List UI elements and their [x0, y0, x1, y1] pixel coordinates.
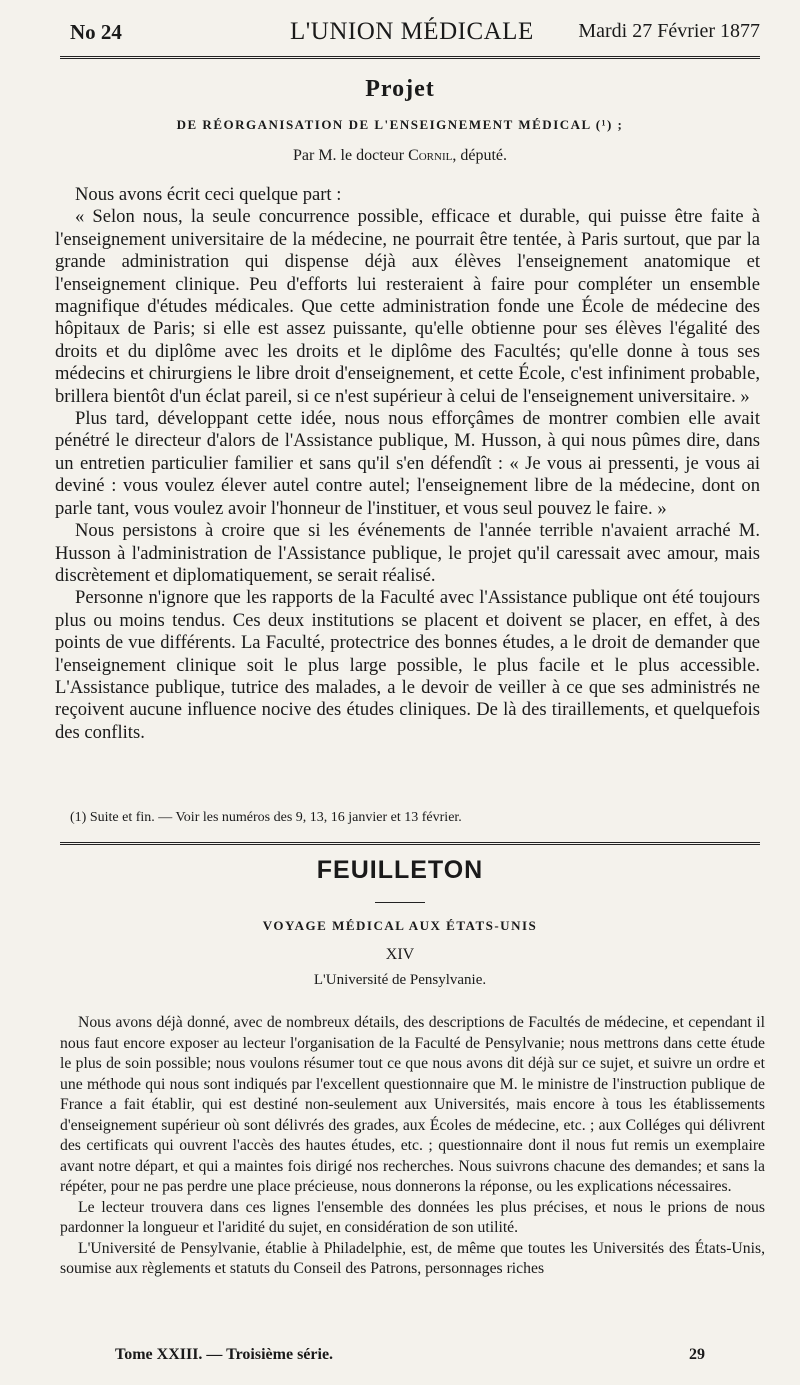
issue-date: Mardi 27 Février 1877	[578, 20, 760, 42]
article-paragraph: « Selon nous, la seule concurrence possible, efficace et durable, qui puisse être faite à l'enseignement universitaire de la médecine, ne pourrait être tentée, à Paris surtout, que par la grande administration qui dispense déjà aux élèves l'enseignement anatomique et l'enseignement clinique. Peu d'efforts lui resteraient à faire pour compléter un ensemble magnifique d'études médicales. Que cette administration fonde une École de médecine des hôpitaux de Paris; si elle est assez puissante, qu'elle obtienne pour ses élèves l'égalité des droits et du diplôme avec les droits et le diplôme des Facultés; qu'elle donne à tous ses médecins et chirurgiens le libre droit d'enseignement, et cette École, c'est infiniment probable, brillera bientôt d'un éclat pareil, si ce n'est supérieur à celui de l'enseignement universitaire. »	[55, 206, 760, 407]
feuilleton-heading: FEUILLETON	[316, 856, 484, 884]
tome-label: Tome XXIII. — Troisième série.	[115, 1346, 334, 1363]
byline-prefix: Par M. le docteur	[292, 147, 405, 164]
issue-number: No 24	[70, 20, 122, 44]
feuilleton-body	[60, 1013, 765, 1280]
article-title: Projet	[365, 76, 435, 102]
article-paragraph: Nous avons écrit ceci quelque part :	[75, 184, 342, 205]
page-footer	[115, 1346, 705, 1364]
article-byline	[0, 147, 800, 165]
article-body	[55, 184, 760, 744]
article-paragraph: Personne n'ignore que les rapports de la Faculté avec l'Assistance publique ont été toujours plus ou moins tendus. Ces deux institutions se placent et doivent se placer, en effet, à des points de vue différents. La Faculté, protectrice des bonnes études, a le droit de demander que l'enseignement clinique soit le plus large possible, le plus facile et le plus accessible. L'Assistance publique, tutrice des malades, a le devoir de veiller à ce que ses administrés ne reçoivent aucune influence nocive des études cliniques. De là des tiraillements, et quelquefois des conflits.	[55, 587, 760, 743]
masthead-rule	[60, 56, 760, 59]
article-subtitle: DE RÉORGANISATION DE L'ENSEIGNEMENT MÉDICAL (¹) ;	[176, 117, 624, 132]
masthead	[60, 16, 760, 48]
journal-title: L'UNION MÉDICALE	[290, 18, 534, 45]
page-number: 29	[689, 1346, 705, 1363]
feuilleton-series-title: VOYAGE MÉDICAL AUX ÉTATS-UNIS	[262, 918, 538, 933]
article-paragraph: Nous persistons à croire que si les événements de l'année terrible n'avaient arraché M. Husson à l'administration de l'Assistance publique, le projet qu'il caressait avec amour, mais discrètement et diplomatiquement, se serait réalisé.	[55, 520, 760, 586]
byline-suffix: , député.	[452, 147, 507, 164]
feuilleton-paragraph: Le lecteur trouvera dans ces lignes l'ensemble des données les plus précises, et nous le prions de nous pardonner la longueur et l'aridité du sujet, en considération de son utilité.	[60, 1198, 765, 1236]
byline-name: Cornil	[408, 147, 453, 164]
article-footnote: (1) Suite et fin. — Voir les numéros des 9, 13, 16 janvier et 13 février.	[70, 810, 462, 825]
feuilleton-paragraph: L'Université de Pensylvanie, établie à Philadelphie, est, de même que toutes les Universités des États-Unis, soumise aux règlements et statuts du Conseil des Patrons, personnages riches	[60, 1239, 765, 1277]
chapter-title: L'Université de Pensylvanie.	[313, 972, 487, 988]
chapter-number: XIV	[385, 946, 415, 963]
feuilleton-paragraph: Nous avons déjà donné, avec de nombreux détails, des descriptions de Facultés de médecine, et cependant il nous faut encore exposer au lecteur l'organisation de la Faculté de Pensylvanie; nous mettrons dans cette étude le plus de soin possible; nous voulons résumer tout ce que nous avons dit déjà sur ce sujet, et suivre un ordre et une méthode qui nous sont indiqués par l'excellent questionnaire que M. le ministre de l'instruction publique de France a fait établir, qui est destiné non-seulement aux Universités, mais encore à tous les établissements d'enseignement supérieur où sont délivrés des grades, aux Écoles de médecine, etc. ; aux Colléges qui délivrent des certificats qui ouvrent l'accès des hautes études, etc. ; questionnaire dont il nous fut remis un exemplaire avant notre départ, et qui a maintes fois dirigé nos recherches. Nous suivrons chacune des demandes; et sans la répéter, pour ne pas perdre une place précieuse, nous donnerons la réponse, ou les explications nécessaires.	[60, 1014, 765, 1195]
feuilleton-rule	[60, 842, 760, 845]
feuilleton-short-rule	[375, 902, 425, 903]
article-paragraph: Plus tard, développant cette idée, nous nous efforçâmes de montrer combien elle avait pénétré le directeur d'alors de l'Assistance publique, M. Husson, à qui nous pûmes dire, dans un entretien particulier familier et sans qu'il s'en défendît : « Je vous ai pressenti, je vous ai deviné : vous voulez élever autel contre autel; l'enseignement libre de la médecine, dont on parle tant, vous voulez avoir l'honneur de l'instituer, et vous seul pouvez le faire. »	[55, 408, 760, 519]
